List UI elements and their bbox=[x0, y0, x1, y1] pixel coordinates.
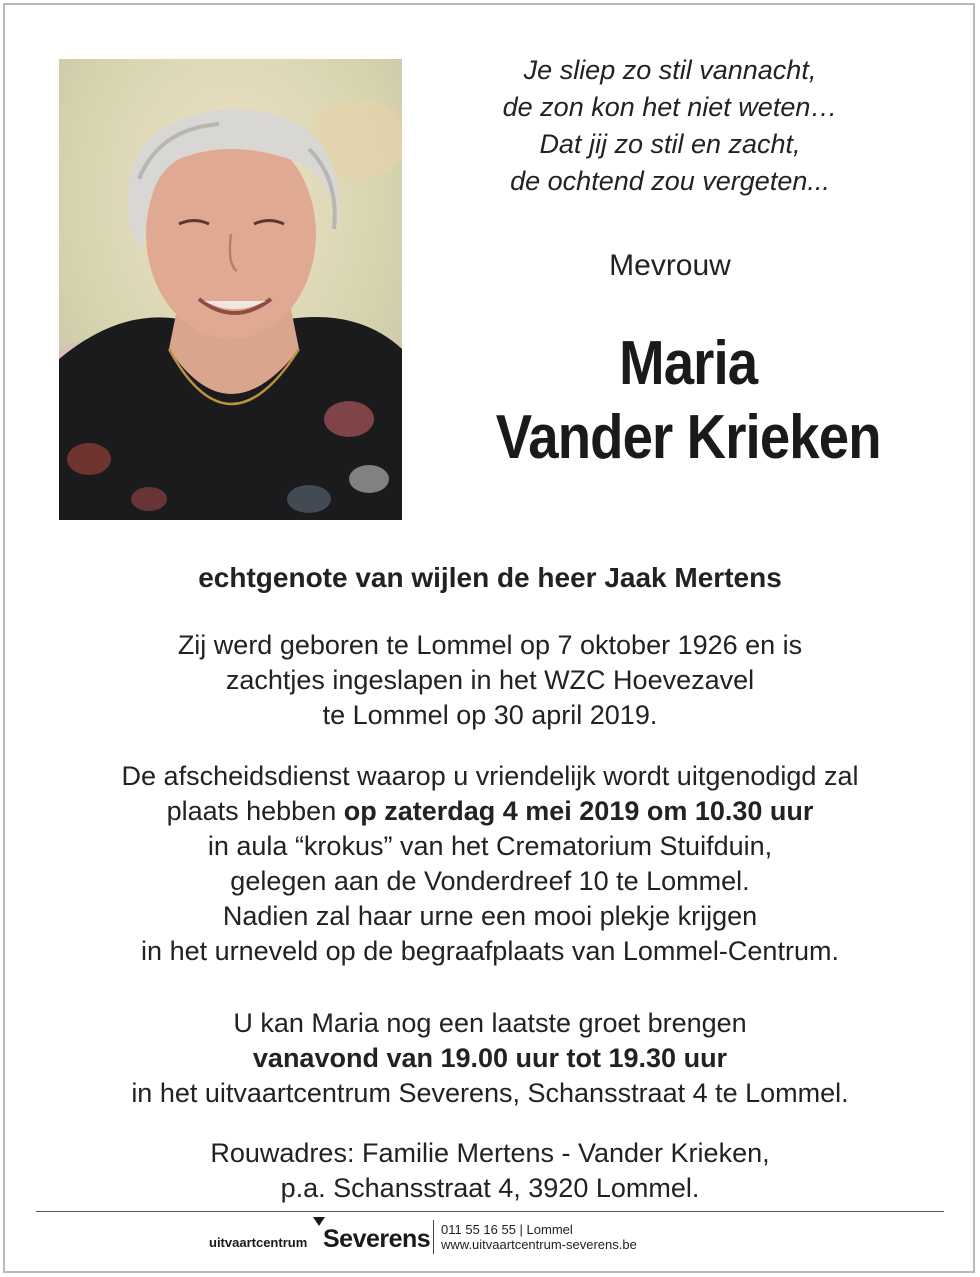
paragraph-line: te Lommel op 30 april 2019. bbox=[322, 700, 658, 730]
deceased-first-name: Maria bbox=[619, 329, 758, 398]
visitation-time: vanavond van 19.00 uur tot 19.30 uur bbox=[252, 1043, 728, 1073]
paragraph-line: Nadien zal haar urne een mooi plekje krijgen bbox=[222, 901, 758, 931]
poem-line: Je sliep zo stil vannacht, bbox=[523, 55, 817, 85]
footer-separator bbox=[433, 1220, 434, 1254]
portrait-illustration bbox=[59, 59, 402, 520]
deceased-name bbox=[468, 327, 908, 475]
ceremony-prefix: plaats hebben bbox=[166, 796, 344, 826]
poem-line: de ochtend zou vergeten... bbox=[510, 166, 830, 196]
mourning-address bbox=[0, 1136, 980, 1206]
paragraph-line: Zij werd geboren te Lommel op 7 oktober 1926 en is bbox=[177, 630, 803, 660]
paragraph-line: in het uitvaartcentrum Severens, Schansstraat 4 te Lommel. bbox=[131, 1078, 849, 1108]
paragraph-line: zachtjes ingeslapen in het WZC Hoevezavel bbox=[225, 665, 755, 695]
paragraph-line: gelegen aan de Vonderdreef 10 te Lommel. bbox=[230, 866, 750, 896]
paragraph-line: p.a. Schansstraat 4, 3920 Lommel. bbox=[280, 1173, 700, 1203]
paragraph-line: in het urneveld op de begraafplaats van Lommel-Centrum. bbox=[141, 936, 839, 966]
portrait-photo bbox=[59, 59, 402, 520]
footer-website[interactable]: www.uitvaartcentrum-severens.be bbox=[441, 1237, 637, 1252]
memorial-poem bbox=[440, 52, 900, 200]
footer-divider bbox=[36, 1211, 944, 1212]
ceremony-datetime: op zaterdag 4 mei 2019 om 10.30 uur bbox=[343, 796, 814, 826]
paragraph-line: De afscheidsdienst waarop u vriendelijk wordt uitgenodigd zal bbox=[121, 761, 859, 791]
birth-death-paragraph bbox=[0, 628, 980, 733]
deceased-last-name: Vander Krieken bbox=[495, 403, 881, 472]
paragraph-line: Rouwadres: Familie Mertens - Vander Krieken, bbox=[210, 1138, 770, 1168]
poem-line: de zon kon het niet weten… bbox=[502, 92, 838, 122]
logo-name: Severens bbox=[323, 1225, 431, 1253]
visitation-paragraph bbox=[0, 1006, 980, 1111]
honorific-title: Mevrouw bbox=[609, 249, 731, 282]
paragraph-line: in aula “krokus” van het Crematorium Stuifduin, bbox=[207, 831, 773, 861]
ceremony-paragraph bbox=[0, 759, 980, 969]
poem-line: Dat jij zo stil en zacht, bbox=[539, 129, 801, 159]
spouse-line: echtgenote van wijlen de heer Jaak Mertens bbox=[198, 562, 782, 593]
paragraph-line bbox=[0, 794, 980, 829]
funeral-home-footer bbox=[0, 1217, 980, 1257]
footer-phone: 011 55 16 55 | Lommel bbox=[441, 1222, 573, 1237]
paragraph-line bbox=[0, 1041, 980, 1076]
paragraph-line: U kan Maria nog een laatste groet brengen bbox=[233, 1008, 747, 1038]
logo-subtitle: uitvaartcentrum bbox=[209, 1235, 308, 1250]
